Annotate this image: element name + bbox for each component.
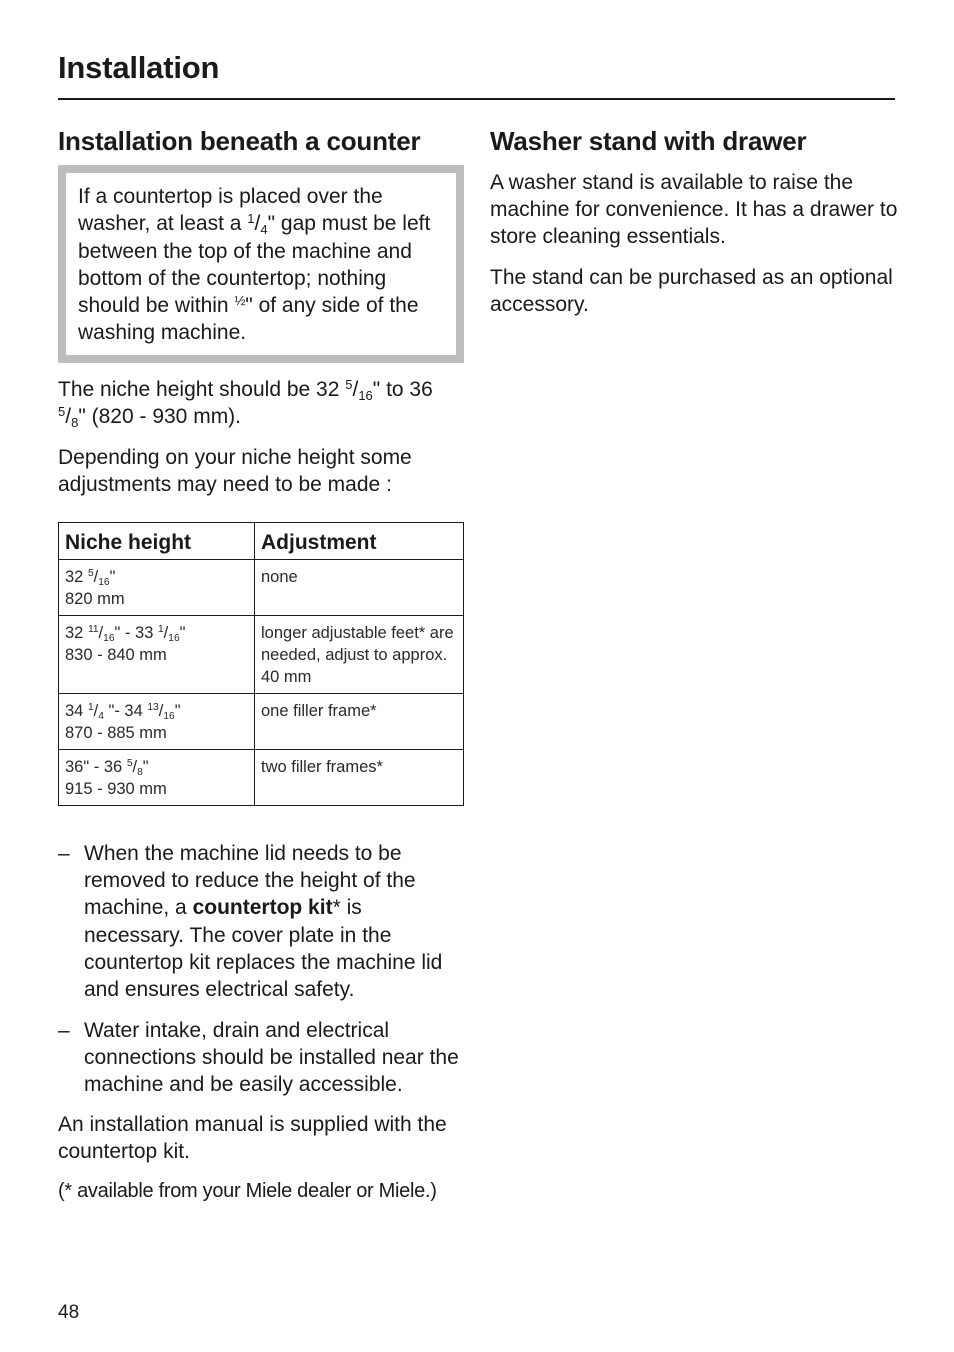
fraction-slash: / xyxy=(163,623,169,642)
height-part: " xyxy=(174,701,181,720)
title-divider xyxy=(58,98,895,100)
niche-height-table xyxy=(58,522,464,806)
height-part: 32 xyxy=(65,567,88,586)
niche-height-cell xyxy=(59,749,255,805)
fraction-denominator: 16 xyxy=(163,710,175,722)
niche-height-cell xyxy=(59,559,255,615)
page-number: 48 xyxy=(58,1302,80,1323)
fraction-denominator: 16 xyxy=(358,387,373,403)
fraction-denominator: 16 xyxy=(98,576,110,588)
niche-height-cell xyxy=(59,693,255,749)
fraction-slash: / xyxy=(132,757,138,776)
adjustment-cell: two filler frames* xyxy=(255,749,464,805)
height-part: 32 xyxy=(65,623,88,642)
list-item xyxy=(58,840,466,1004)
fraction-denominator: 4 xyxy=(98,710,104,722)
note-part-3: " of any side of the washing machine. xyxy=(78,294,419,345)
dash-bullet-icon: – xyxy=(58,841,70,865)
table-header-row xyxy=(59,522,464,559)
height-part: " xyxy=(109,567,116,586)
height-inches xyxy=(65,700,248,722)
note-box xyxy=(58,165,464,363)
fraction-slash: / xyxy=(158,701,164,720)
note-text xyxy=(78,183,444,347)
fraction-slash: / xyxy=(254,212,261,236)
list-item-text: When the machine lid needs to be removed to reduce the height of the machine, a xyxy=(84,841,416,920)
requirements-list xyxy=(58,840,466,1099)
height-inches xyxy=(65,622,248,644)
washer-stand-paragraph: The stand can be purchased as an optional accessory. xyxy=(490,266,893,316)
fraction-denominator: 8 xyxy=(71,414,79,430)
height-inches xyxy=(65,566,248,588)
table-row xyxy=(59,693,464,749)
page-title: Installation xyxy=(58,50,220,85)
right-column xyxy=(490,124,900,318)
fraction-numerator: 5 xyxy=(87,568,94,580)
adjustment-cell: none xyxy=(255,559,464,615)
list-item-text: * is necessary. The cover plate in the countertop kit replaces the machine lid and ensures electrical safety. xyxy=(84,896,443,1002)
fraction-slash: / xyxy=(98,623,104,642)
height-mm: 870 - 885 mm xyxy=(65,723,167,742)
list-item xyxy=(58,1017,466,1099)
fraction-denominator: 4 xyxy=(260,222,268,238)
height-part: " xyxy=(179,623,186,642)
height-part: "- 34 xyxy=(103,701,148,720)
fraction-slash: / xyxy=(93,701,99,720)
niche-height-cell xyxy=(59,615,255,693)
half-fraction: ½ xyxy=(234,293,246,309)
list-item-text: Water intake, drain and electrical connections should be installed near the machine and be easily accessible. xyxy=(84,1018,459,1097)
fraction-slash: / xyxy=(65,404,72,428)
height-part: 36" - 36 xyxy=(65,757,127,776)
footnote: (* available from your Miele dealer or Miele.) xyxy=(58,1180,437,1203)
fraction-slash: / xyxy=(352,377,359,401)
manual-text: An installation manual is supplied with the countertop kit. xyxy=(58,1113,447,1164)
washer-stand-paragraph: A washer stand is available to raise the machine for convenience. It has a drawer to store cleaning essentials. xyxy=(490,171,898,248)
note-part-1: If a countertop is placed over the washer, at least a xyxy=(78,185,383,236)
fraction-denominator: 16 xyxy=(103,632,115,644)
height-part: " - 33 xyxy=(114,623,158,642)
height-mm: 830 - 840 mm xyxy=(65,645,167,664)
note-part-2: " gap must be left between the top of the machine and bottom of the countertop; nothing should be within xyxy=(78,212,431,318)
fraction-denominator: 8 xyxy=(137,766,143,778)
fraction-numerator: 13 xyxy=(147,702,159,714)
fraction-numerator: 5 xyxy=(126,758,133,770)
section-heading-washer-stand: Washer stand with drawer xyxy=(490,126,807,156)
fraction-numerator: 1 xyxy=(157,624,164,636)
fraction-numerator: 5 xyxy=(345,376,353,392)
niche-text-c: " (820 - 930 mm). xyxy=(78,404,242,428)
table-row xyxy=(59,559,464,615)
fraction-denominator: 16 xyxy=(168,632,180,644)
fraction-numerator: 11 xyxy=(87,624,99,636)
adjustment-cell: one filler frame* xyxy=(255,693,464,749)
height-mm: 820 mm xyxy=(65,589,125,608)
adjustment-cell: longer adjustable feet* are needed, adjust to approx. 40 mm xyxy=(255,615,464,693)
fraction-slash: / xyxy=(93,567,99,586)
fraction-numerator: 1 xyxy=(247,211,255,227)
table-row xyxy=(59,615,464,693)
list-item-bold: countertop kit xyxy=(192,896,333,920)
fraction-numerator: 1 xyxy=(87,702,94,714)
height-part: " xyxy=(142,757,149,776)
niche-height-text xyxy=(58,376,466,430)
table-row xyxy=(59,749,464,805)
column-header-niche-height: Niche height xyxy=(59,522,255,559)
height-part: 34 xyxy=(65,701,88,720)
fraction-numerator: 5 xyxy=(58,403,66,419)
column-header-adjustment: Adjustment xyxy=(255,522,464,559)
height-mm: 915 - 930 mm xyxy=(65,779,167,798)
niche-text-b: " to 36 xyxy=(372,377,433,401)
niche-text-a: The niche height should be 32 xyxy=(58,377,346,401)
dash-bullet-icon: – xyxy=(58,1018,70,1042)
depending-text: Depending on your niche height some adjustments may need to be made : xyxy=(58,445,412,496)
height-inches xyxy=(65,756,248,778)
section-heading-counter: Installation beneath a counter xyxy=(58,126,421,156)
left-column xyxy=(58,124,466,1205)
